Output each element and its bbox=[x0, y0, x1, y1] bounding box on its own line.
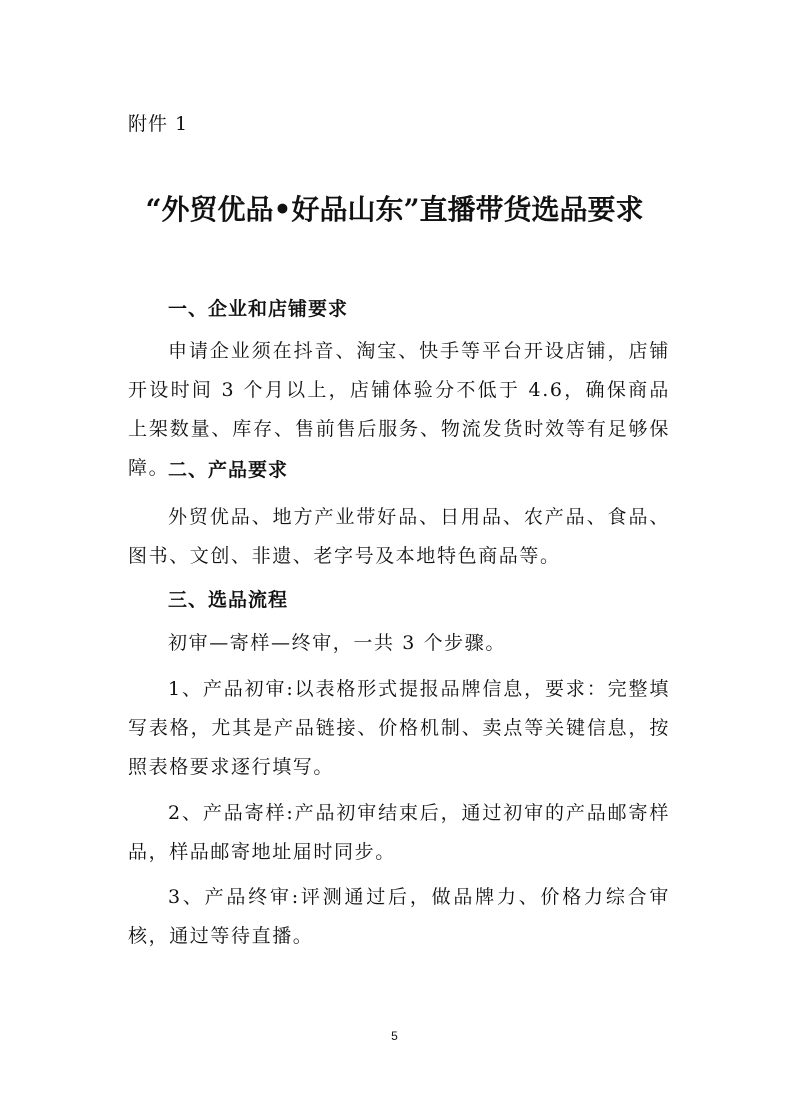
document-title: “外贸优品•好品山东”直播带货选品要求 bbox=[145, 193, 644, 226]
paragraph-enterprise-store-requirements: 申请企业须在抖音、淘宝、快手等平台开设店铺，店铺开设时间 3 个月以上，店铺体验分不低于 4.6，确保商品上架数量、库存、售前售后服务、物流发货时效等有足够保障。 bbox=[128, 340, 670, 479]
paragraph-step-initial-review: 1、产品初审:以表格形式提报品牌信息，要求：完整填写表格，尤其是产品链接、价格机制、卖点等关键信息，按照表格要求逐行填写。 bbox=[128, 678, 670, 778]
page-number: 5 bbox=[391, 1029, 398, 1043]
section-heading-product: 二、产品要求 bbox=[168, 459, 289, 481]
section-heading-selection-process: 三、选品流程 bbox=[168, 589, 289, 611]
paragraph-process-overview: 初审—寄样—终审，一共 3 个步骤。 bbox=[168, 632, 506, 654]
annex-label: 附件 1 bbox=[128, 113, 189, 135]
section-heading-enterprise-store: 一、企业和店铺要求 bbox=[168, 298, 349, 320]
paragraph-step-sample-sending: 2、产品寄样:产品初审结束后，通过初审的产品邮寄样品，样品邮寄地址届时同步。 bbox=[128, 802, 670, 863]
paragraph-step-final-review: 3、产品终审:评测通过后，做品牌力、价格力综合审核，通过等待直播。 bbox=[128, 886, 670, 947]
paragraph-product-requirements: 外贸优品、地方产业带好品、日用品、农产品、食品、图书、文创、非遗、老字号及本地特色商品等。 bbox=[128, 506, 670, 567]
